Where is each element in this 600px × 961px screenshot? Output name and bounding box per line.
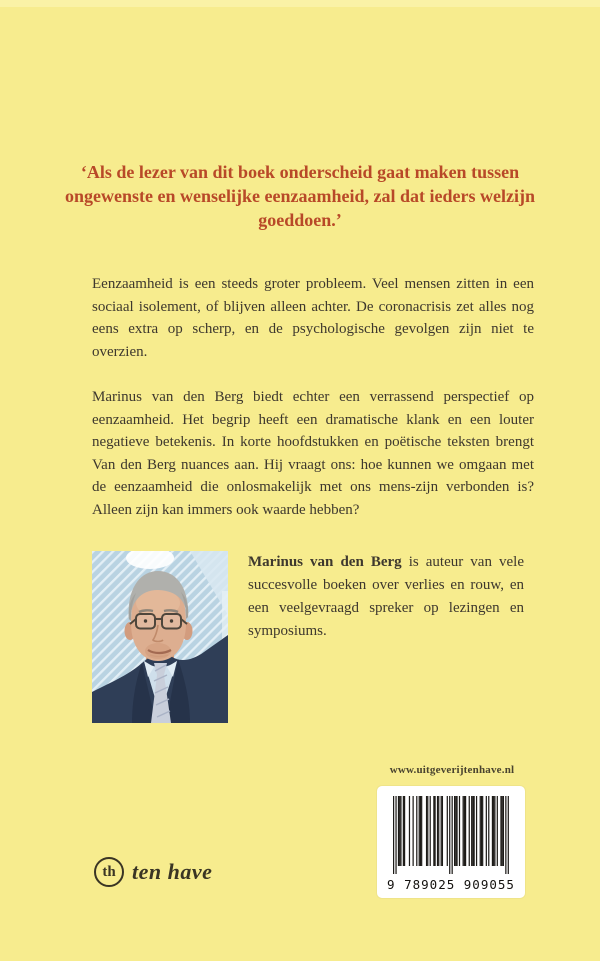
review-quote: ‘Als de lezer van dit boek onderscheid gaat maken tussen ongewenste en wenselijke eenzaamheid, zal dat ieders welzijn goeddoen.’ (65, 162, 535, 230)
publisher-monogram-icon: th (94, 857, 124, 887)
publisher-website: www.uitgeverijtenhave.nl (389, 764, 515, 776)
barcode (377, 786, 525, 898)
isbn-number: 9 789025 909055 (387, 877, 515, 892)
blurb-paragraph-2: Marinus van den Berg biedt echter een verrassend perspectief op eenzaamheid. Het begrip heeft een dramatische klank en een louter negatieve betekenis. In korte hoofdstukken en poëtische teksten brengt Van den Berg nuances aan. Hij vraagt ons: hoe kunnen we omgaan met de eenzaamheid die onlosmakelijk met ons mens-zijn verbonden is? Alleen zijn kan immers ook waarde hebben? (92, 389, 534, 518)
publisher-name: ten have (132, 859, 213, 884)
author-name: Marinus van den Berg (248, 554, 402, 570)
author-section (92, 551, 532, 723)
barcode-bars (392, 796, 510, 876)
blurb-paragraph-1: Eenzaamheid is een steeds groter probleem. Veel mensen zitten in een sociaal isolement, of blijven alleen achter. De coronacrisis zet alles nog eens extra op scherp, en de psychologische gevolgen zijn niet te overzien. (92, 276, 534, 360)
author-bio-text: is auteur van vele succesvolle boeken over verlies en rouw, en een veelgevraagd spreker op lezingen en symposiums. (248, 554, 525, 639)
author-bio (248, 551, 524, 723)
publisher-logo (94, 857, 212, 887)
author-photo (92, 551, 228, 723)
